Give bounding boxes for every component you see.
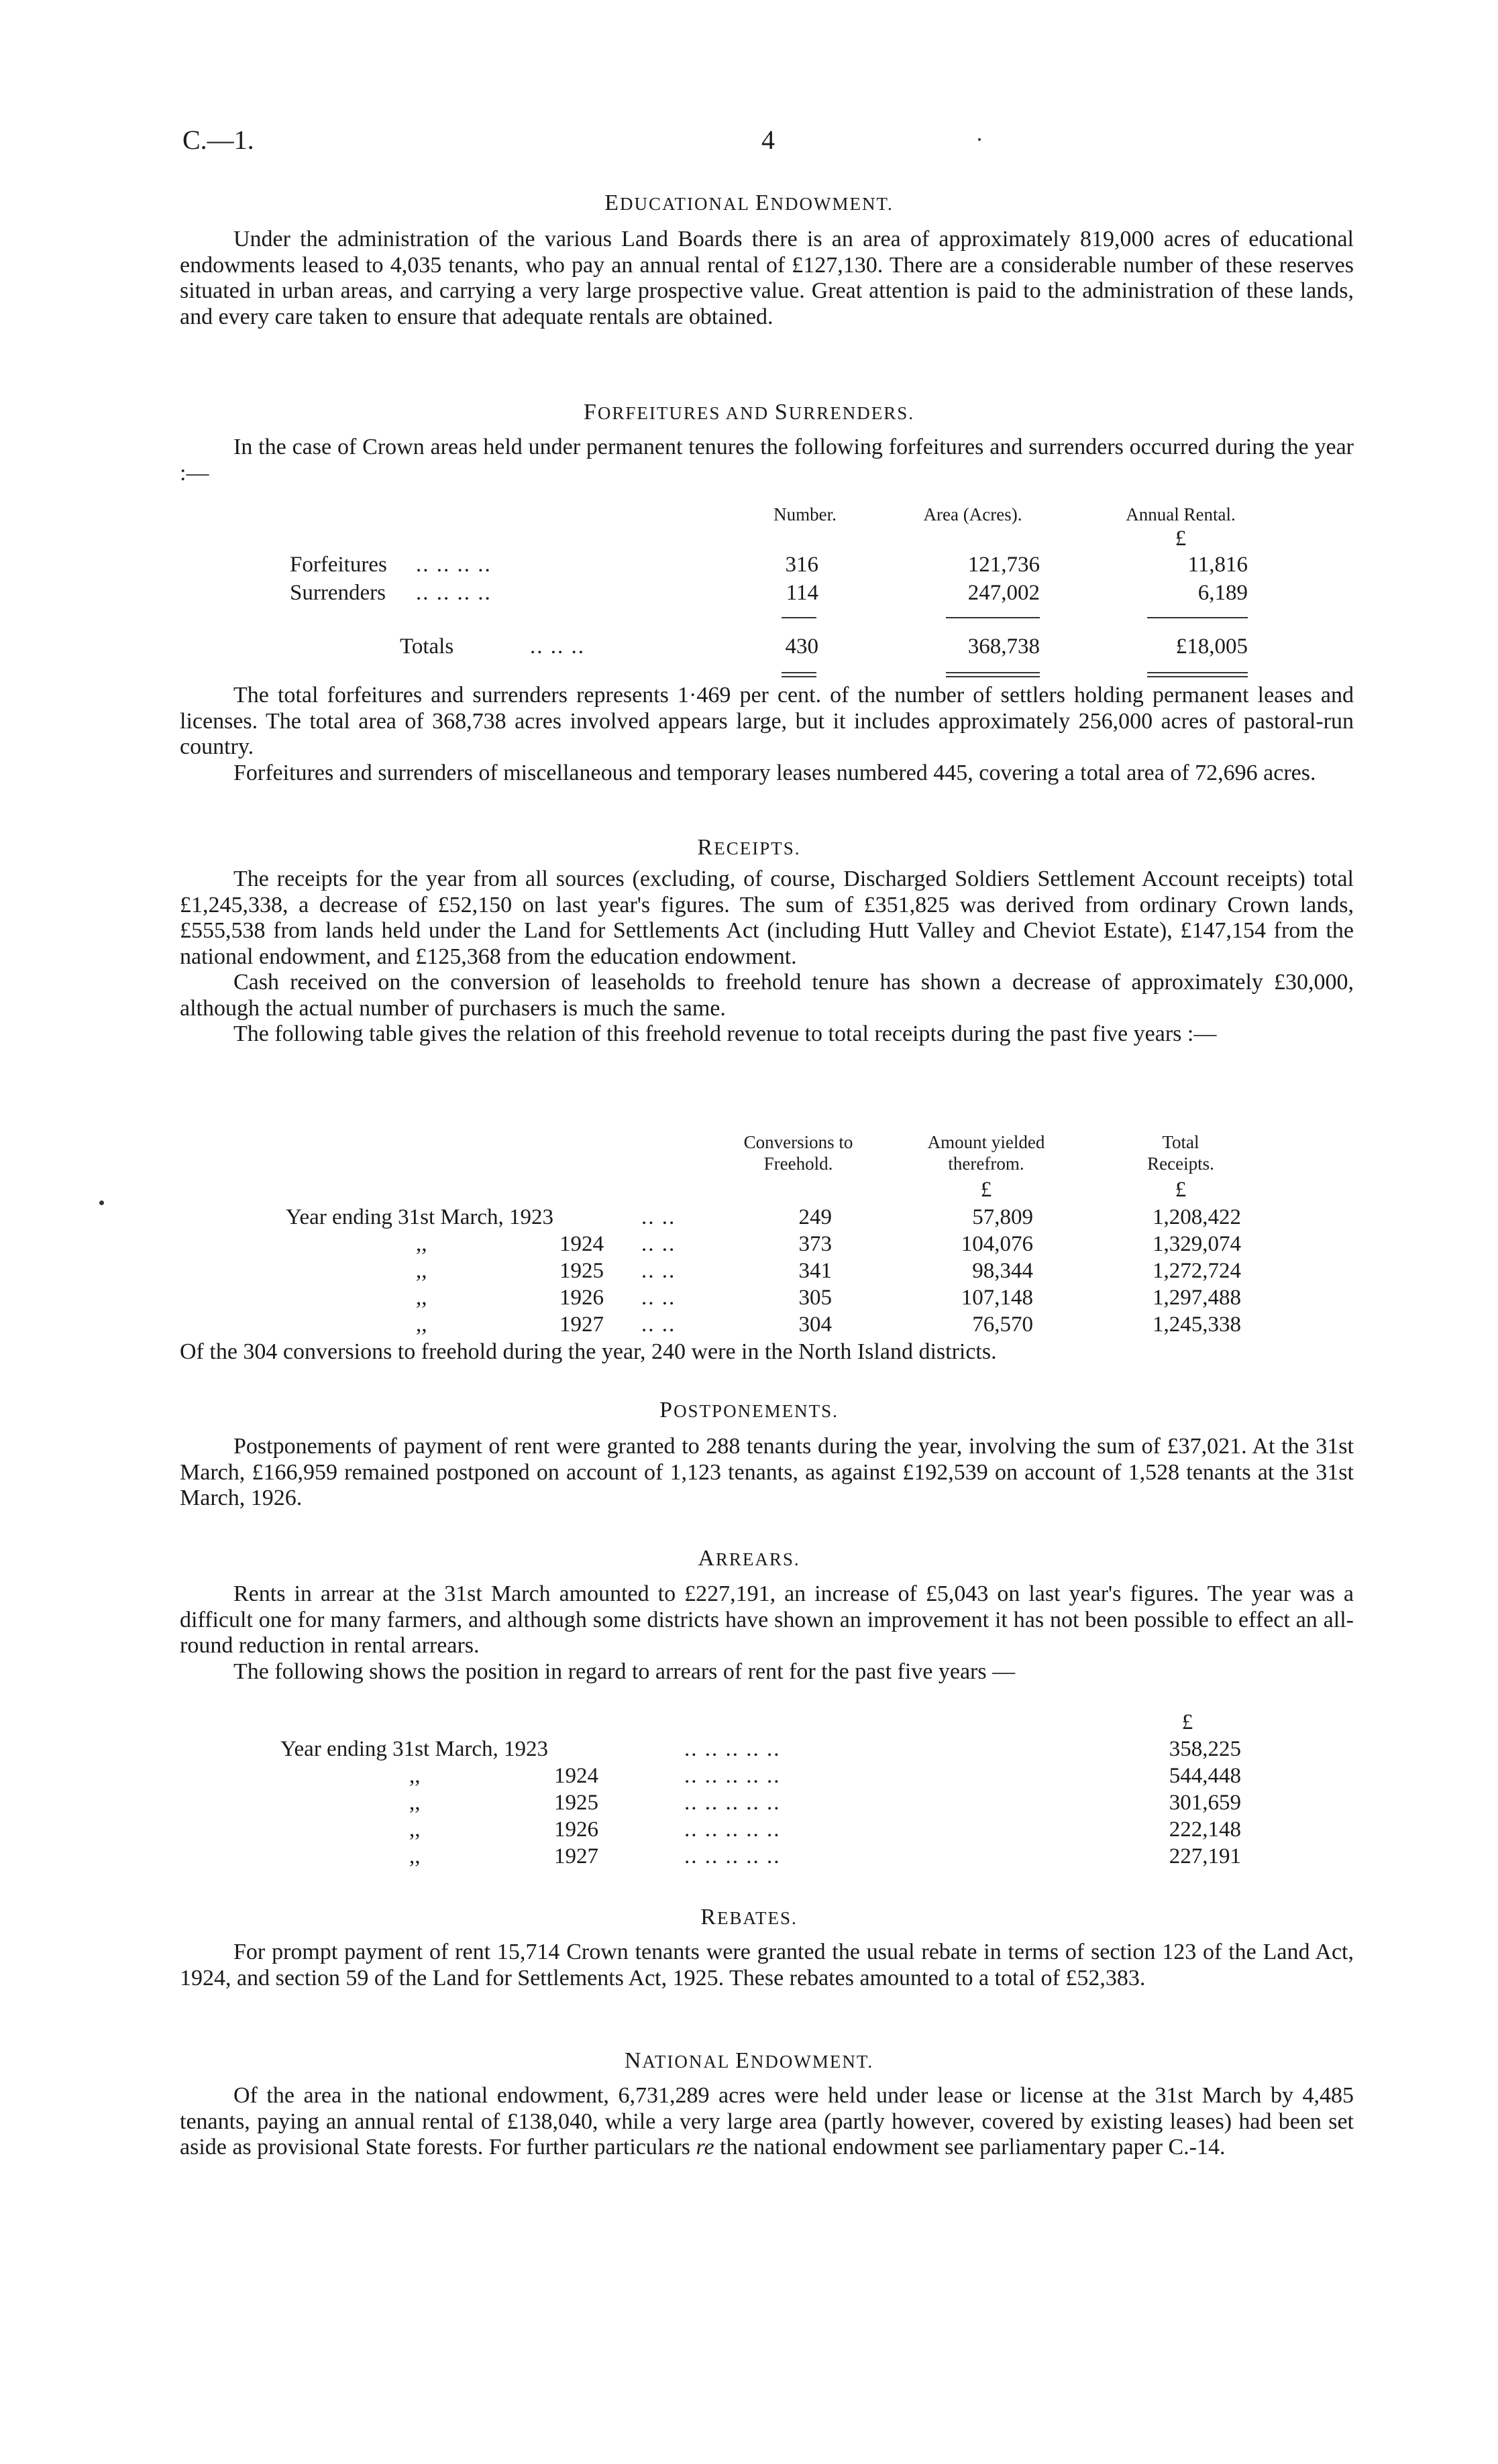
arrears-text: Rents in arrear at the 31st March amounted to £227,191, an increase of £5,043 on last year's figures. The year was a difficult one for many farmers, and although some districts have shown an improvement it has not been possible to effect an all-round reduction in rental arrears. [180, 1581, 1354, 1658]
ditto-mark: ,, [409, 1817, 421, 1842]
double-rule [1147, 676, 1248, 677]
document-series: C.—1. [182, 125, 254, 155]
leader-dots: .. .. .. .. [416, 553, 492, 577]
col-header-number: Number. [773, 504, 837, 524]
rebates-paragraph [180, 1940, 1354, 1991]
amount-currency: £ [980, 1178, 992, 1202]
col-header-rental: Annual Rental. [1126, 504, 1236, 524]
leader-dots: .. .. .. .. .. [684, 1764, 781, 1788]
leader-dots: .. .. [641, 1232, 676, 1256]
row-label-forfeitures: Forfeitures [290, 553, 387, 577]
receipts-amount-1927: 76,570 [972, 1312, 1033, 1337]
receipts-paragraphs [180, 866, 1354, 1048]
arrears-row-year: 1925 [554, 1791, 598, 1815]
educational-endowment-paragraph [180, 227, 1354, 330]
receipts-row-year: 1924 [559, 1232, 604, 1256]
leader-dots: .. .. .. .. .. [684, 1844, 781, 1868]
ditto-mark: ,, [416, 1259, 427, 1283]
forfeitures-rental: 11,816 [1187, 553, 1248, 577]
row-label-totals: Totals [400, 634, 454, 659]
receipts-table-intro-text: The following table gives the relation of this freehold revenue to total receipts during the past five years :— [233, 1021, 1217, 1046]
col-header-total: Total [1162, 1132, 1199, 1152]
scan-speck [99, 1200, 104, 1205]
receipts-amount-1924: 104,076 [961, 1232, 1033, 1256]
col-header-amount: Amount yielded [927, 1132, 1045, 1152]
forfeitures-after-paragraphs [180, 683, 1354, 786]
forfeitures-intro-text: In the case of Crown areas held under permanent tenures the following forfeitures and surrenders occurred during the year :— [180, 435, 1354, 486]
col-header-amount-line2: therefrom. [948, 1154, 1024, 1174]
col-header-area: Area (Acres). [923, 504, 1022, 524]
sum-rule [946, 617, 1040, 618]
arrears-amount-1924: 544,448 [1169, 1764, 1241, 1788]
national-endowment-text-end: the national endowment see parliamentary paper C.-14. [714, 2135, 1226, 2160]
leader-dots: .. .. [641, 1259, 676, 1283]
receipts-north-island-text: Of the 304 conversions to freehold during the year, 240 were in the North Island districts. [180, 1339, 997, 1364]
surrenders-area: 247,002 [967, 581, 1040, 605]
section-heading-receipts: RECEIPTS. [697, 835, 801, 860]
ditto-mark: ,, [416, 1286, 427, 1310]
double-rule [782, 672, 816, 673]
arrears-amount-1925: 301,659 [1169, 1791, 1241, 1815]
receipts-total-1927: 1,245,338 [1153, 1312, 1241, 1337]
totals-number: 430 [785, 634, 818, 659]
section-heading-national-endowment: NATIONAL ENDOWMENT. [624, 2048, 874, 2073]
page-number: 4 [761, 125, 775, 155]
receipts-total-1923: 1,208,422 [1153, 1205, 1241, 1229]
receipts-total-1925: 1,272,724 [1153, 1259, 1241, 1283]
forfeitures-area: 121,736 [967, 553, 1040, 577]
section-heading-postponements: POSTPONEMENTS. [659, 1398, 839, 1422]
receipts-conversions-1925: 341 [798, 1259, 832, 1283]
sum-rule [1147, 617, 1248, 618]
arrears-table-intro-text: The following shows the position in regard to arrears of rent for the past five years — [233, 1659, 1016, 1684]
double-rule [946, 672, 1040, 673]
receipts-amount-1925: 98,344 [972, 1259, 1033, 1283]
rental-currency: £ [1175, 526, 1187, 551]
receipts-conversion-text: Cash received on the conversion of leaseholds to freehold tenure has shown a decrease of approximately £30,000, although the actual number of purchasers is much the same. [180, 970, 1354, 1021]
arrears-row-year: 1927 [554, 1844, 598, 1868]
receipts-row-year: 1925 [559, 1259, 604, 1283]
double-rule [946, 676, 1040, 677]
ditto-mark: ,, [409, 1844, 421, 1868]
re-italic: re [696, 2135, 714, 2160]
receipts-conversions-1923: 249 [798, 1205, 832, 1229]
receipts-row-year: 1927 [559, 1312, 604, 1337]
postponements-paragraph [180, 1434, 1354, 1512]
scan-speck [978, 138, 981, 141]
receipts-conversions-1926: 305 [798, 1286, 832, 1310]
leader-dots: .. .. .. .. .. [684, 1737, 781, 1761]
receipts-row-year-label: Year ending 31st March, 1923 [286, 1205, 554, 1229]
total-currency: £ [1175, 1178, 1187, 1202]
section-heading-rebates: REBATES. [700, 1905, 798, 1929]
surrenders-rental: 6,189 [1197, 581, 1248, 605]
surrenders-number: 114 [786, 581, 818, 605]
col-header-conversions: Conversions to [743, 1132, 853, 1152]
arrears-row-year-label: Year ending 31st March, 1923 [280, 1737, 549, 1761]
receipts-total-1924: 1,329,074 [1153, 1232, 1241, 1256]
receipts-amount-1926: 107,148 [961, 1286, 1033, 1310]
leader-dots: .. .. .. .. .. [684, 1817, 781, 1842]
receipts-amount-1923: 57,809 [972, 1205, 1033, 1229]
ditto-mark: ,, [416, 1312, 427, 1337]
leader-dots: .. .. .. .. [416, 581, 492, 605]
national-endowment-text [180, 2083, 1354, 2161]
arrears-amount-1926: 222,148 [1169, 1817, 1241, 1842]
forfeitures-percentage-text: The total forfeitures and surrenders represents 1·469 per cent. of the number of settlers holding permanent leases and licenses. The total area of 368,738 acres involved appears large, but it includes approximately 256,000 acres of pastoral-run country. [180, 683, 1354, 759]
arrears-amount-1923: 358,225 [1169, 1737, 1241, 1761]
national-endowment-text-start: Of the area in the national endowment, 6,731,289 acres were held under lease or license at the 31st March by 4,485 tenants, paying an annual rental of £138,040, while a very large area (partly however, covered by existing leases) had been set aside as provisional State forests. For further particulars [180, 2083, 1354, 2160]
ditto-mark: ,, [409, 1764, 421, 1788]
ditto-mark: ,, [416, 1232, 427, 1256]
forfeitures-intro-paragraph [180, 435, 1354, 486]
col-header-total-line2: Receipts. [1147, 1154, 1214, 1174]
totals-rental: £18,005 [1175, 634, 1248, 659]
totals-area: 368,738 [967, 634, 1040, 659]
national-endowment-paragraph [180, 2083, 1354, 2161]
col-header-conversions-line2: Freehold. [763, 1154, 833, 1174]
receipts-total-1926: 1,297,488 [1153, 1286, 1241, 1310]
receipts-after-paragraph [180, 1339, 1354, 1365]
section-heading-educational-endowment: EDUCATIONAL ENDOWMENT. [604, 190, 894, 215]
receipts-row-year: 1926 [559, 1286, 604, 1310]
receipts-total-text: The receipts for the year from all sources (excluding, of course, Discharged Soldiers Settlement Account receipts) total £1,245,338, a decrease of £52,150 on last year's figures. The sum of £351,825 was derived from ordinary Crown lands, £555,538 from lands held under the Land for Settlements Act (including Hutt Valley and Cheviot Estate), £147,154 from the national endowment, and £125,368 from the education endowment. [180, 866, 1354, 969]
ditto-mark: ,, [409, 1791, 421, 1815]
receipts-conversions-1927: 304 [798, 1312, 832, 1337]
double-rule [782, 676, 816, 677]
double-rule [1147, 672, 1248, 673]
leader-dots: .. .. [641, 1205, 676, 1229]
leader-dots: .. .. [641, 1286, 676, 1310]
arrears-row-year: 1924 [554, 1764, 598, 1788]
arrears-row-year: 1926 [554, 1817, 598, 1842]
rebates-text: For prompt payment of rent 15,714 Crown tenants were granted the usual rebate in terms of section 123 of the Land Act, 1924, and section 59 of the Land for Settlements Act, 1925. These rebates amounted to a total of £52,383. [180, 1940, 1354, 1991]
leader-dots: .. .. .. .. .. [684, 1791, 781, 1815]
leader-dots: .. .. .. [530, 634, 585, 659]
forfeitures-miscellaneous-text: Forfeitures and surrenders of miscellaneous and temporary leases numbered 445, covering a total area of 72,696 acres. [233, 760, 1316, 785]
educational-endowment-text: Under the administration of the various Land Boards there is an area of approximately 819,000 acres of educational endowments leased to 4,035 tenants, who pay an annual rental of £127,130. There are a considerable number of these reserves situated in urban areas, and carrying a very large prospective value. Great attention is paid to the administration of these lands, and every care taken to ensure that adequate rentals are obtained. [180, 227, 1354, 329]
forfeitures-number: 316 [785, 553, 818, 577]
section-heading-forfeitures: FORFEITURES AND SURRENDERS. [583, 400, 915, 425]
receipts-conversions-1924: 373 [798, 1232, 832, 1256]
sum-rule [782, 617, 816, 618]
row-label-surrenders: Surrenders [290, 581, 386, 605]
arrears-amount-1927: 227,191 [1169, 1844, 1241, 1868]
arrears-currency: £ [1181, 1710, 1193, 1734]
arrears-paragraphs [180, 1581, 1354, 1685]
postponements-text: Postponements of payment of rent were granted to 288 tenants during the year, involving the sum of £37,021. At the 31st March, £166,959 remained postponed on account of 1,123 tenants, as against £192,539 on account of 1,528 tenants at the 31st March, 1926. [180, 1434, 1354, 1510]
section-heading-arrears: ARREARS. [698, 1546, 800, 1571]
leader-dots: .. .. [641, 1312, 676, 1337]
